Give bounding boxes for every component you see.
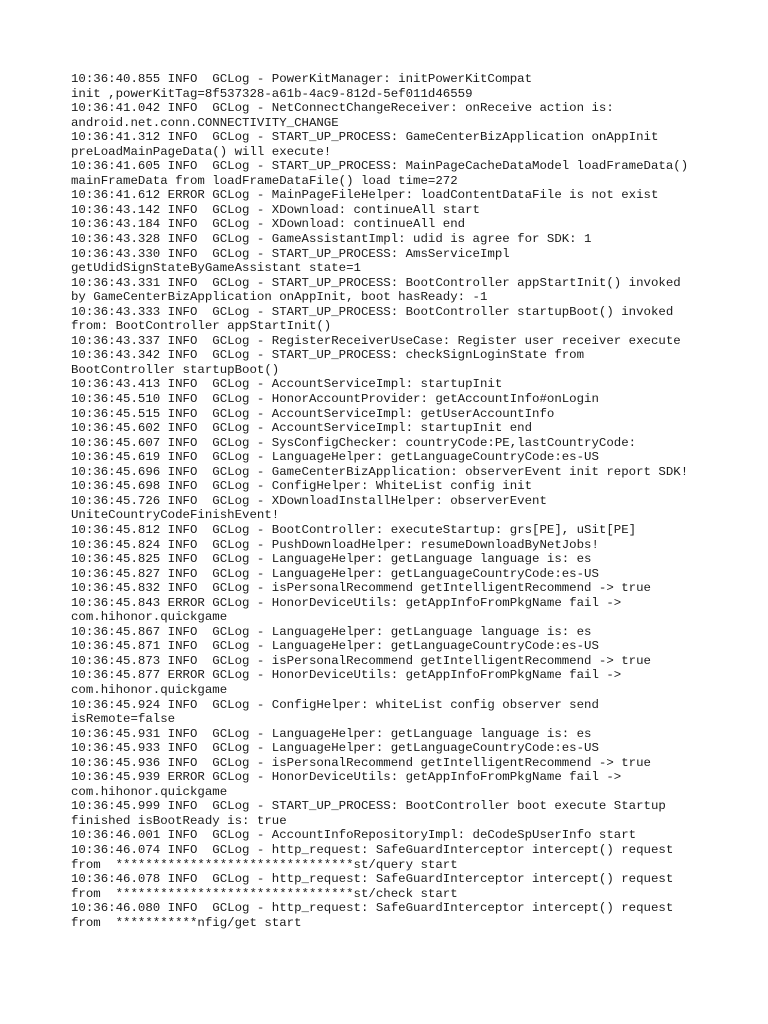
log-line: 10:36:45.515 INFO GCLog - AccountServiceImpl: getUserAccountInfo [71,406,555,421]
log-line: from: BootController appStartInit() [71,319,332,334]
log-line: 10:36:43.142 INFO GCLog - XDownload: continueAll start [71,202,480,217]
log-line: 10:36:45.619 INFO GCLog - LanguageHelper: getLanguageCountryCode:es-US [71,450,599,465]
log-line: 10:36:43.328 INFO GCLog - GameAssistantImpl: udid is agree for SDK: 1 [71,232,592,247]
log-line: 10:36:45.510 INFO GCLog - HonorAccountProvider: getAccountInfo#onLogin [71,392,599,407]
log-line: android.net.conn.CONNECTIVITY_CHANGE [71,115,339,130]
log-line: 10:36:45.877 ERROR GCLog - HonorDeviceUtils: getAppInfoFromPkgName fail -> [71,668,622,683]
log-line: 10:36:46.074 INFO GCLog - http_request: SafeGuardInterceptor intercept() request [71,842,674,857]
log-line: com.hihonor.quickgame [71,784,228,799]
log-line: init ,powerKitTag=8f537328-a61b-4ac9-812d-5ef011d46559 [71,86,473,101]
log-line: 10:36:41.612 ERROR GCLog - MainPageFileHelper: loadContentDataFile is not exist [71,188,659,203]
log-line: 10:36:45.696 INFO GCLog - GameCenterBizApplication: observerEvent init report SDK! [71,464,689,479]
log-line: com.hihonor.quickgame [71,682,228,697]
log-line: 10:36:45.931 INFO GCLog - LanguageHelper: getLanguage language is: es [71,726,592,741]
log-line: 10:36:40.855 INFO GCLog - PowerKitManager: initPowerKitCompat [71,72,533,86]
log-line: 10:36:46.078 INFO GCLog - http_request: SafeGuardInterceptor intercept() request [71,872,674,887]
log-line: 10:36:46.080 INFO GCLog - http_request: SafeGuardInterceptor intercept() request [71,901,674,916]
log-line: 10:36:45.867 INFO GCLog - LanguageHelper: getLanguage language is: es [71,624,592,639]
log-line: BootController startupBoot() [71,362,280,377]
log-line: from ********************************st/check start [71,886,458,901]
log-line: 10:36:45.726 INFO GCLog - XDownloadInstallHelper: observerEvent [71,493,547,508]
log-line: by GameCenterBizApplication onAppInit, boot hasReady: -1 [71,290,488,305]
log-line: 10:36:43.330 INFO GCLog - START_UP_PROCESS: AmsServiceImpl [71,246,510,261]
log-line: 10:36:45.812 INFO GCLog - BootController: executeStartup: grs[PE], uSit[PE] [71,522,637,537]
log-line: 10:36:45.825 INFO GCLog - LanguageHelper: getLanguage language is: es [71,552,592,567]
log-line: 10:36:43.413 INFO GCLog - AccountServiceImpl: startupInit [71,377,503,392]
log-line: 10:36:45.827 INFO GCLog - LanguageHelper: getLanguageCountryCode:es-US [71,566,599,581]
log-line: preLoadMainPageData() will execute! [71,144,332,159]
log-line: 10:36:45.871 INFO GCLog - LanguageHelper: getLanguageCountryCode:es-US [71,639,599,654]
log-line: 10:36:43.337 INFO GCLog - RegisterReceiverUseCase: Register user receiver execute [71,333,681,348]
log-line: 10:36:41.605 INFO GCLog - START_UP_PROCESS: MainPageCacheDataModel loadFrameData() [71,159,689,174]
log-line: 10:36:45.999 INFO GCLog - START_UP_PROCESS: BootController boot execute Startup [71,799,666,814]
log-line: 10:36:45.936 INFO GCLog - isPersonalRecommend getIntelligentRecommend -> true [71,755,651,770]
log-line: 10:36:46.001 INFO GCLog - AccountInfoRepositoryImpl: deCodeSpUserInfo start [71,828,637,843]
log-line: 10:36:45.933 INFO GCLog - LanguageHelper: getLanguageCountryCode:es-US [71,741,599,756]
log-line: 10:36:45.602 INFO GCLog - AccountServiceImpl: startupInit end [71,421,533,436]
log-text-block [71,72,731,945]
log-line: 10:36:45.832 INFO GCLog - isPersonalRecommend getIntelligentRecommend -> true [71,581,651,596]
log-line: 10:36:43.331 INFO GCLog - START_UP_PROCESS: BootController appStartInit() invoked [71,275,681,290]
log-line: 10:36:45.924 INFO GCLog - ConfigHelper: whiteList config observer send [71,697,599,712]
log-line: from ********************************st/query start [71,857,458,872]
log-line: 10:36:41.042 INFO GCLog - NetConnectChangeReceiver: onReceive action is: [71,101,614,116]
log-line: 10:36:43.184 INFO GCLog - XDownload: continueAll end [71,217,466,232]
log-line: 10:36:45.939 ERROR GCLog - HonorDeviceUtils: getAppInfoFromPkgName fail -> [71,770,622,785]
log-line: UniteCountryCodeFinishEvent! [71,508,280,523]
log-line: isRemote=false [71,712,176,727]
log-line: com.hihonor.quickgame [71,610,228,625]
log-line: 10:36:45.873 INFO GCLog - isPersonalRecommend getIntelligentRecommend -> true [71,653,651,668]
log-line: finished isBootReady is: true [71,813,287,828]
log-line: 10:36:45.843 ERROR GCLog - HonorDeviceUtils: getAppInfoFromPkgName fail -> [71,595,622,610]
log-line: getUdidSignStateByGameAssistant state=1 [71,261,361,276]
log-line: 10:36:41.312 INFO GCLog - START_UP_PROCESS: GameCenterBizApplication onAppInit [71,130,659,145]
log-line: 10:36:43.342 INFO GCLog - START_UP_PROCESS: checkSignLoginState from [71,348,585,363]
log-line: mainFrameData from loadFrameDataFile() load time=272 [71,173,458,188]
log-line: 10:36:43.333 INFO GCLog - START_UP_PROCESS: BootController startupBoot() invoked [71,304,674,319]
log-line: from ***********nfig/get start [71,915,302,930]
log-line: 10:36:45.824 INFO GCLog - PushDownloadHelper: resumeDownloadByNetJobs! [71,537,599,552]
log-line: 10:36:45.607 INFO GCLog - SysConfigChecker: countryCode:PE,lastCountryCode: [71,435,637,450]
log-line [71,930,731,945]
log-line: 10:36:45.698 INFO GCLog - ConfigHelper: WhiteList config init [71,479,533,494]
